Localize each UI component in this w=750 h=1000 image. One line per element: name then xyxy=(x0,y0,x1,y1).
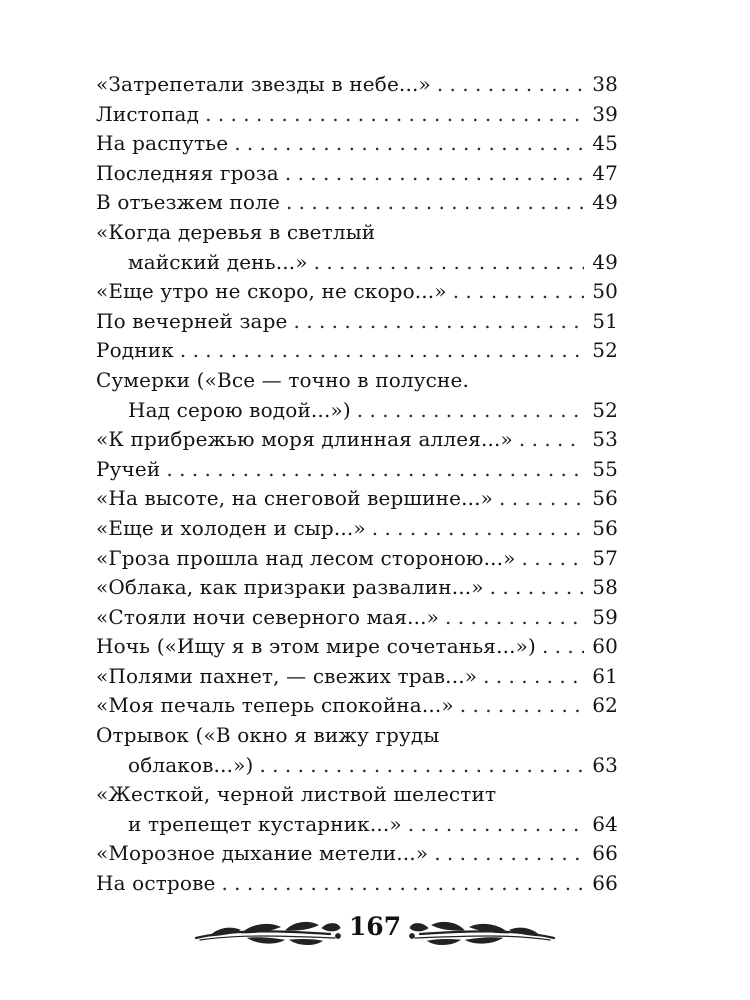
toc-entry-title: «Стояли ночи северного мая...» xyxy=(96,604,440,629)
toc-entry-row xyxy=(96,869,618,899)
toc-entry-page-number: 56 xyxy=(592,486,618,511)
table-of-contents xyxy=(96,70,618,899)
toc-entry xyxy=(96,721,618,780)
toc-entry xyxy=(96,159,618,189)
dot-leader xyxy=(513,425,584,455)
toc-entry xyxy=(96,366,618,425)
toc-entry-row xyxy=(96,544,618,574)
toc-entry-title: Над серою водой...») xyxy=(128,397,351,422)
toc-entry xyxy=(96,336,618,366)
toc-entry-row xyxy=(96,484,618,514)
toc-entry xyxy=(96,218,618,277)
toc-entry-title: «Морозное дыхание метели...» xyxy=(96,841,429,866)
toc-entry-page-number: 47 xyxy=(592,160,618,185)
dot-leader xyxy=(280,188,584,218)
toc-entry-page-number: 52 xyxy=(592,338,618,363)
toc-entry-title: Ночь («Ищу я в этом мире сочетанья...») xyxy=(96,634,536,659)
dot-leader xyxy=(199,100,584,130)
dot-leader xyxy=(402,810,584,840)
dot-leader xyxy=(428,839,584,869)
dot-leader xyxy=(484,573,584,603)
toc-entry-row xyxy=(96,307,618,337)
toc-entry-page-number: 38 xyxy=(592,72,618,96)
toc-entry-title: «К прибрежью моря длинная аллея...» xyxy=(96,427,513,452)
toc-entry-title: «Затрепетали звезды в небе...» xyxy=(96,72,431,96)
toc-entry-title-line: «Когда деревья в светлый xyxy=(96,219,376,244)
toc-entry-page-number: 51 xyxy=(592,308,618,333)
toc-entry-title: На острове xyxy=(96,871,216,896)
toc-entry-title: «Моя печаль теперь спокойна...» xyxy=(96,693,454,718)
toc-entry-title: облаков...») xyxy=(128,752,254,777)
toc-entry-row xyxy=(96,100,618,130)
toc-entry-page-number: 56 xyxy=(592,515,618,540)
toc-entry-row xyxy=(96,159,618,189)
toc-entry-title: По вечерней заре xyxy=(96,308,288,333)
toc-entry xyxy=(96,839,618,869)
dot-leader xyxy=(493,484,584,514)
toc-entry xyxy=(96,129,618,159)
toc-entry-row xyxy=(96,248,618,278)
toc-entry xyxy=(96,307,618,337)
dot-leader xyxy=(536,632,584,662)
toc-entry-row xyxy=(96,691,618,721)
dot-leader xyxy=(439,603,584,633)
toc-entry-page-number: 50 xyxy=(592,279,618,304)
toc-entry-title: Ручей xyxy=(96,456,161,481)
toc-entry xyxy=(96,70,618,100)
dot-leader xyxy=(431,70,584,100)
toc-entry-row xyxy=(96,70,618,100)
dot-leader xyxy=(174,336,584,366)
dot-leader xyxy=(160,455,584,485)
toc-entry-page-number: 64 xyxy=(592,811,618,836)
toc-entry-title-line: «Жесткой, черной листвой шелестит xyxy=(96,782,497,807)
toc-entry xyxy=(96,869,618,899)
toc-entry-page-number: 59 xyxy=(592,604,618,629)
dot-leader xyxy=(447,277,584,307)
toc-entry-row xyxy=(96,839,618,869)
toc-entry xyxy=(96,100,618,130)
toc-entry-title: На распутье xyxy=(96,131,229,156)
toc-entry-row xyxy=(96,336,618,366)
toc-entry-page-number: 45 xyxy=(592,131,618,156)
toc-entry-title: «Облака, как призраки развалин...» xyxy=(96,575,484,600)
toc-entry xyxy=(96,425,618,455)
toc-entry xyxy=(96,573,618,603)
toc-entry-row xyxy=(96,129,618,159)
toc-entry-page-number: 63 xyxy=(592,752,618,777)
dot-leader xyxy=(516,544,584,574)
dot-leader xyxy=(288,307,584,337)
toc-entry-page-number: 66 xyxy=(592,841,618,866)
toc-entry-row xyxy=(96,603,618,633)
dot-leader xyxy=(279,159,584,189)
toc-entry-row xyxy=(96,662,618,692)
toc-entry-page-number: 39 xyxy=(592,101,618,126)
page-footer xyxy=(190,900,560,956)
toc-entry xyxy=(96,632,618,662)
toc-entry-row xyxy=(96,277,618,307)
toc-entry-page-number: 49 xyxy=(592,190,618,215)
toc-entry-page-number: 58 xyxy=(592,575,618,600)
toc-entry-row xyxy=(96,632,618,662)
toc-entry xyxy=(96,780,618,839)
dot-leader xyxy=(308,248,584,278)
toc-entry-title-line: Отрывок («В окно я вижу груды xyxy=(96,723,440,748)
toc-entry-title: Родник xyxy=(96,338,174,363)
toc-entry-row xyxy=(96,514,618,544)
toc-entry-title: и трепещет кустарник...» xyxy=(128,811,402,836)
toc-entry xyxy=(96,455,618,485)
toc-entry xyxy=(96,662,618,692)
toc-entry-title: Последняя гроза xyxy=(96,160,279,185)
toc-entry-title: «Гроза прошла над лесом стороною...» xyxy=(96,545,516,570)
toc-entry-row xyxy=(96,396,618,426)
toc-entry-row xyxy=(96,425,618,455)
toc-entry-page-number: 52 xyxy=(592,397,618,422)
toc-entry xyxy=(96,188,618,218)
toc-entry xyxy=(96,484,618,514)
toc-entry-page-number: 55 xyxy=(592,456,618,481)
toc-entry-title-line: Сумерки («Все — точно в полусне. xyxy=(96,367,469,392)
toc-entry xyxy=(96,691,618,721)
toc-entry-title: В отъезжем поле xyxy=(96,190,280,215)
toc-entry-title: Листопад xyxy=(96,101,200,126)
toc-entry-row xyxy=(96,810,618,840)
toc-entry-page-number: 53 xyxy=(592,427,618,452)
dot-leader xyxy=(253,751,584,781)
dot-leader xyxy=(366,514,584,544)
toc-entry xyxy=(96,514,618,544)
toc-entry-page-number: 66 xyxy=(592,871,618,896)
toc-entry-row xyxy=(96,751,618,781)
toc-entry-row xyxy=(96,573,618,603)
toc-entry-row xyxy=(96,455,618,485)
dot-leader xyxy=(477,662,584,692)
toc-entry-title: майский день...» xyxy=(128,249,308,274)
toc-entry-page-number: 49 xyxy=(592,249,618,274)
toc-entry-page-number: 57 xyxy=(592,545,618,570)
dot-leader xyxy=(228,129,584,159)
toc-entry-title: «Полями пахнет, — свежих трав...» xyxy=(96,663,478,688)
toc-entry xyxy=(96,277,618,307)
toc-entry xyxy=(96,603,618,633)
toc-entry xyxy=(96,544,618,574)
toc-entry-page-number: 61 xyxy=(592,663,618,688)
toc-entry-page-number: 60 xyxy=(592,634,618,659)
toc-entry-title: «Еще утро не скоро, не скоро...» xyxy=(96,279,447,304)
toc-entry-page-number: 62 xyxy=(592,693,618,718)
dot-leader xyxy=(454,691,584,721)
page-number: 167 xyxy=(348,912,402,941)
dot-leader xyxy=(215,869,584,899)
dot-leader xyxy=(351,396,584,426)
toc-entry-row xyxy=(96,188,618,218)
toc-entry-title: «Еще и холоден и сыр...» xyxy=(96,515,366,540)
toc-entry-title: «На высоте, на снеговой вершине...» xyxy=(96,486,494,511)
